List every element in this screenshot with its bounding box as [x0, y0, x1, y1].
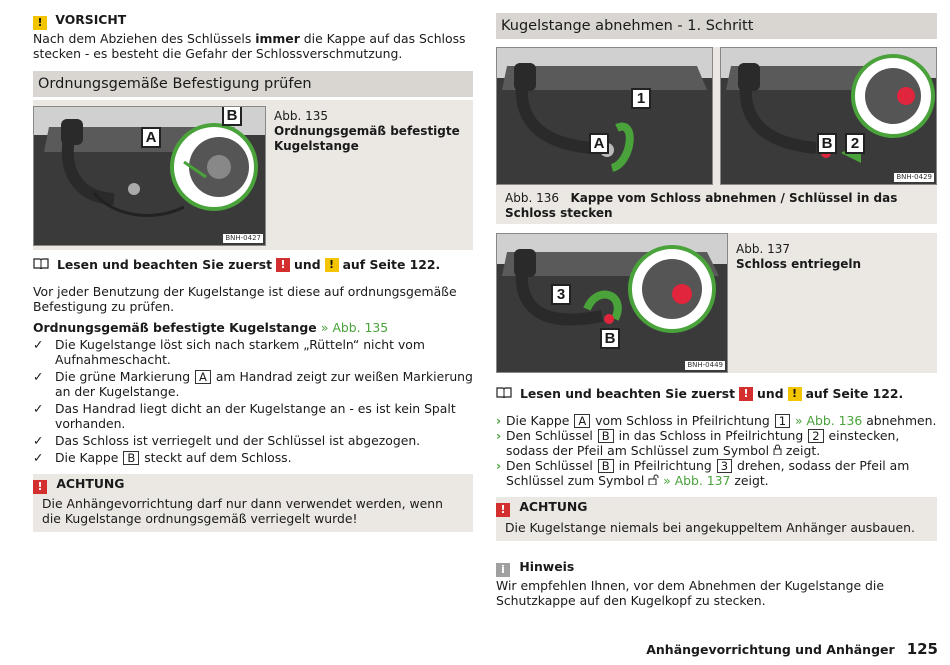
warning-icon: !: [739, 387, 753, 401]
read-first-right: Lesen und beachten Sie zuerst ! und ! auf Seite 122.: [496, 386, 937, 401]
warning-text: Die Kugelstange niemals bei angekuppeltem Anhänger ausbauen.: [505, 520, 915, 535]
figure-137-caption: Abb. 137 Schloss entriegeln: [736, 242, 862, 271]
label-b: B: [600, 328, 620, 349]
figure-136-image-right: [720, 47, 937, 185]
check-icon: ✓: [33, 401, 44, 416]
info-icon: i: [496, 563, 510, 577]
figure-135: [33, 100, 473, 250]
figure-ref-link[interactable]: » Abb. 136: [794, 413, 863, 428]
caution-icon: !: [33, 16, 47, 30]
caution-block: [33, 12, 473, 61]
label-2: 2: [845, 133, 865, 154]
warning-icon: !: [496, 503, 510, 517]
section-title-check: Ordnungsgemäße Befestigung prüfen: [33, 71, 473, 97]
label-a: A: [141, 127, 161, 148]
warning-icon: !: [33, 480, 47, 494]
padlock-locked-icon: [773, 443, 782, 458]
figure-136-caption: Abb. 136 Kappe vom Schloss abnehmen / Schlüssel in das Schloss stecken: [505, 191, 898, 220]
warning-box-left: ! ACHTUNG Die Anhängevorrichtung darf nur dann verwendet werden, wenn die Kugelstange ordnungsgemäß verriegelt wurde!: [33, 474, 473, 532]
step-item: › Die Kappe A vom Schloss in Pfeilrichtung 1 » Abb. 136 abnehmen.: [496, 413, 937, 428]
check-item: ✓ Das Handrad liegt dicht an der Kugelstange an - es ist kein Spalt vorhanden.: [33, 401, 456, 431]
check-icon: ✓: [33, 433, 44, 448]
caution-title: VORSICHT: [55, 12, 127, 27]
figure-137-image: [496, 233, 728, 373]
check-item: ✓ Die Kugelstange löst sich nach starkem „Rütteln“ nicht vom Aufnahmeschacht.: [33, 337, 425, 367]
figure-code: BNH-0427: [225, 234, 261, 242]
note-block: i Hinweis Wir empfehlen Ihnen, vor dem Abnehmen der Kugelstange die Schutzkappe auf den Kugelkopf zu stecken.: [496, 559, 937, 608]
intro-text: Vor jeder Benutzung der Kugelstange ist diese auf ordnungsgemäße Befestigung zu prüfen.: [33, 284, 457, 314]
warning-icon: !: [276, 258, 290, 272]
read-first-left: Lesen und beachten Sie zuerst ! und ! auf Seite 122.: [33, 257, 473, 272]
step-arrow-icon: ›: [496, 413, 502, 428]
figure-135-caption: Abb. 135 Ordnungsgemäß befestigte Kugelstange: [274, 109, 460, 153]
figure-136: [496, 47, 937, 224]
warning-text: Die Anhängevorrichtung darf nur dann verwendet werden, wenn die Kugelstange ordnungsgemäß verriegelt wurde!: [42, 496, 443, 526]
right-column: [496, 0, 937, 608]
step-arrow-icon: ›: [496, 428, 502, 443]
step-arrow-icon: ›: [496, 458, 502, 473]
figure-code: BNH-0449: [687, 361, 723, 369]
check-list: [33, 337, 473, 465]
caution-icon: !: [325, 258, 339, 272]
label-a: A: [589, 133, 609, 154]
note-text: Wir empfehlen Ihnen, vor dem Abnehmen der Kugelstange die Schutzkappe auf den Kugelkopf zu stecken.: [496, 578, 884, 608]
check-item: ✓ Die Kappe B steckt auf dem Schloss.: [33, 450, 292, 465]
figure-137: [496, 233, 937, 373]
step-item: › Den Schlüssel B in das Schloss in Pfeilrichtung 2 einstecken, sodass der Pfeil am Schlüssel zum Symbol zeigt.: [496, 428, 900, 458]
check-icon: ✓: [33, 450, 44, 465]
figure-ref-link[interactable]: » Abb. 137: [663, 473, 731, 488]
warning-box-right: ! ACHTUNG Die Kugelstange niemals bei angekuppeltem Anhänger ausbauen.: [496, 497, 937, 541]
page-number: 125: [906, 640, 938, 658]
footer: [646, 642, 938, 657]
left-column: [33, 0, 473, 532]
check-item: ✓ Das Schloss ist verriegelt und der Schlüssel ist abgezogen.: [33, 433, 421, 448]
check-icon: ✓: [33, 369, 44, 384]
figure-code: BNH-0429: [896, 173, 932, 181]
label-b: B: [817, 133, 837, 154]
step-list: [496, 413, 937, 488]
label-b: B: [222, 106, 242, 126]
step-item: › Den Schlüssel B in Pfeilrichtung 3 drehen, sodass der Pfeil am Schlüssel zum Symbol » Abb. 137 zeigt.: [496, 458, 910, 488]
book-icon: [496, 386, 512, 401]
figure-ref-link[interactable]: » Abb. 135: [320, 320, 389, 335]
label-1: 1: [631, 88, 651, 109]
book-icon: [33, 257, 49, 272]
subhead: Ordnungsgemäß befestigte Kugelstange » Abb. 135: [33, 320, 389, 335]
chapter-title: Anhängevorrichtung und Anhänger: [646, 642, 895, 657]
check-icon: ✓: [33, 337, 44, 352]
figure-135-image: [33, 106, 266, 246]
padlock-unlocked-icon: [648, 473, 659, 488]
section-title-remove: Kugelstange abnehmen - 1. Schritt: [496, 13, 937, 39]
label-3: 3: [551, 284, 571, 305]
check-item: ✓ Die grüne Markierung A am Handrad zeigt zur weißen Markierung an der Kugelstange.: [33, 369, 473, 399]
caution-text: Nach dem Abziehen des Schlüssels immer die Kappe auf das Schloss stecken - es besteht die Gefahr der Schlossverschmutzung.: [33, 31, 466, 61]
figure-136-image-left: [496, 47, 713, 185]
caution-icon: !: [788, 387, 802, 401]
